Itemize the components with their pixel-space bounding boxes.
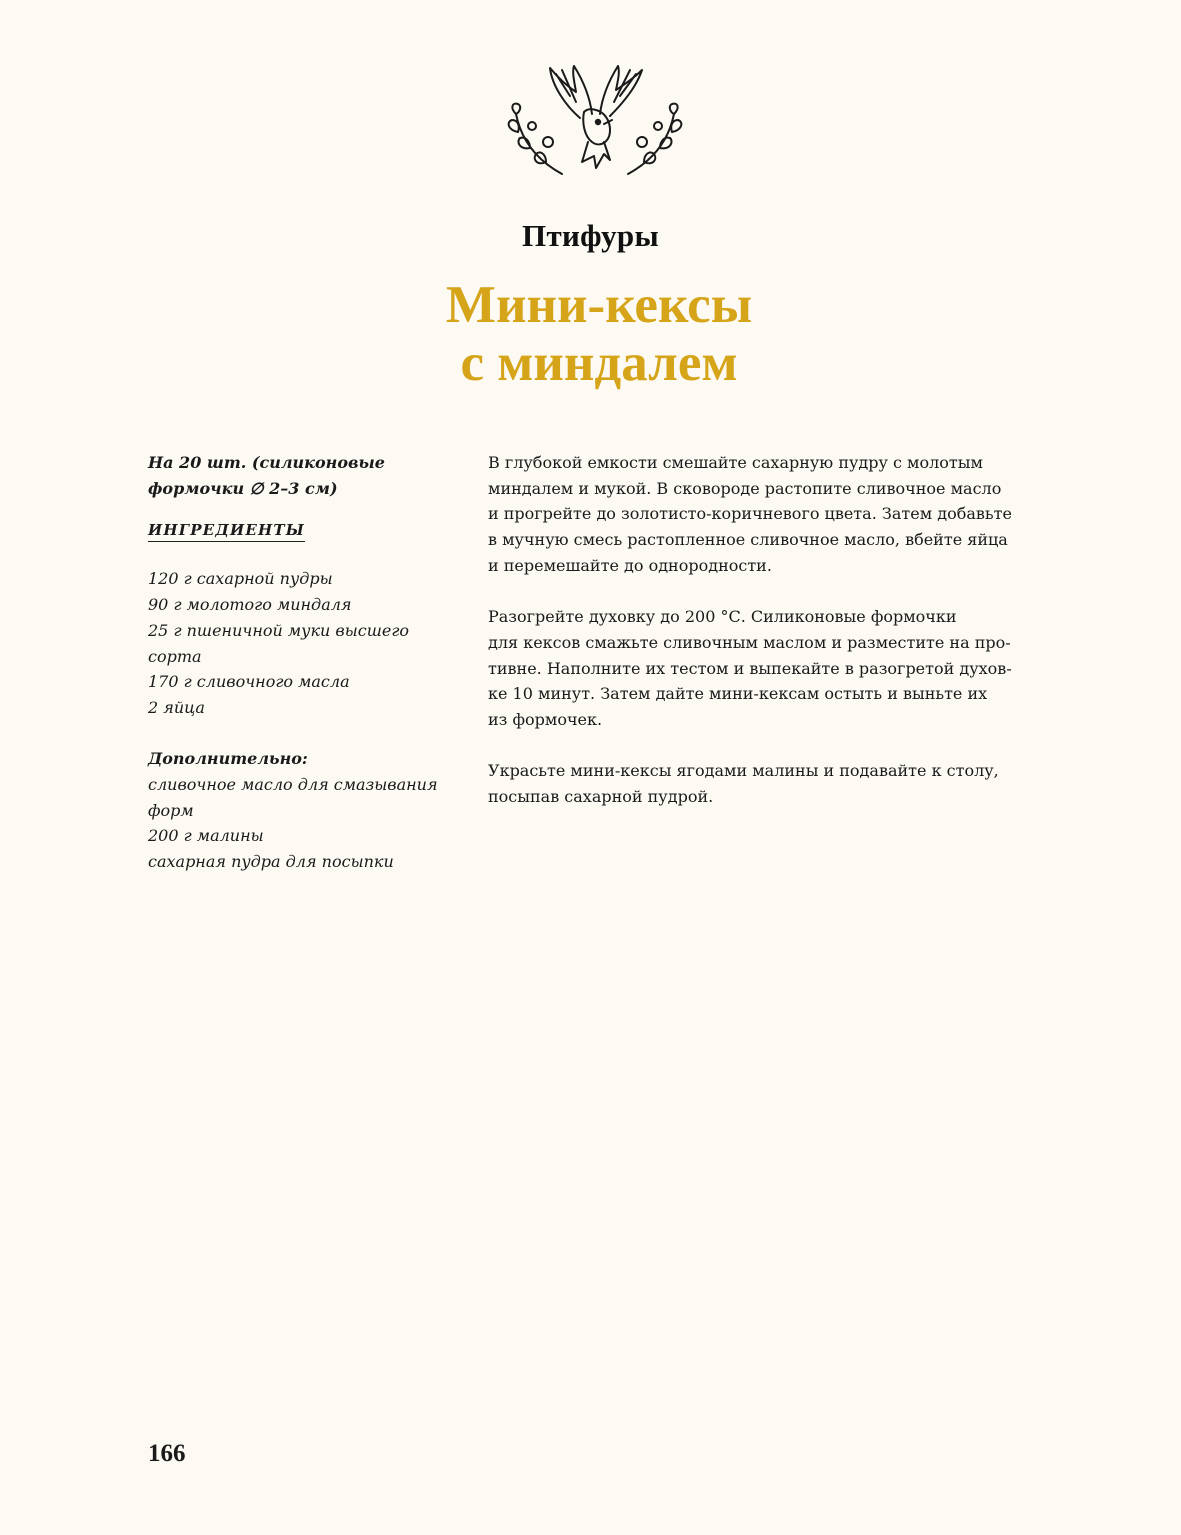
instruction-line: посыпав сахарной пудрой. <box>488 787 714 807</box>
extra-item: 200 г малины <box>148 826 264 846</box>
yield-info <box>148 450 448 501</box>
extra-item: сливочное масло для смазывания <box>148 775 438 795</box>
instruction-line: в мучную смесь растопленное сливочное масло, вбейте яйца <box>488 530 1008 550</box>
yield-line: На 20 шт. (силиконовые <box>148 453 385 472</box>
yield-line: формочки ∅ 2–3 см) <box>148 478 338 498</box>
instruction-paragraph <box>488 604 1058 733</box>
category-heading: Птифуры <box>522 218 659 253</box>
recipe-title <box>0 276 1181 392</box>
extra-list <box>148 772 448 875</box>
ingredient-item: 90 г молотого миндаля <box>148 595 352 615</box>
ingredient-item: 120 г сахарной пудры <box>148 569 333 589</box>
instruction-line: Украсьте мини-кексы ягодами малины и подавайте к столу, <box>488 761 999 781</box>
instructions <box>488 450 1058 836</box>
dove-laurel-emblem-icon <box>500 62 690 186</box>
instruction-line: ке 10 минут. Затем дайте мини-кексам остыть и выньте их <box>488 684 988 704</box>
extra-item: сахарная пудра для посыпки <box>148 852 394 872</box>
instruction-line: и перемешайте до однородности. <box>488 555 772 575</box>
ingredient-item: 170 г сливочного масла <box>148 672 350 692</box>
recipe-title-line: с миндалем <box>460 334 738 392</box>
instruction-line: Разогрейте духовку до 200 °С. Силиконовые формочки <box>488 607 957 627</box>
ingredients-list <box>148 566 448 720</box>
instruction-line: В глубокой емкости смешайте сахарную пудру с молотым <box>488 453 983 472</box>
ingredients-panel <box>148 450 448 875</box>
ingredient-item: 2 яйца <box>148 697 205 717</box>
ingredients-heading: ИНГРЕДИЕНТЫ <box>148 519 305 542</box>
instruction-line: и прогрейте до золотисто-коричневого цвета. Затем добавьте <box>488 504 1012 524</box>
instruction-paragraph <box>488 450 1058 579</box>
instruction-paragraph <box>488 758 1058 809</box>
instruction-line: из формочек. <box>488 710 603 730</box>
ingredient-item: 25 г пшеничной муки высшего <box>148 620 410 640</box>
instruction-line: миндалем и мукой. В сковороде растопите сливочное масло <box>488 478 1002 498</box>
instruction-line: тивне. Наполните их тестом и выпекайте в разогретой духов- <box>488 658 1012 678</box>
page-number: 166 <box>148 1440 186 1467</box>
ingredient-item: сорта <box>148 646 202 666</box>
extra-item: форм <box>148 800 194 820</box>
extra-heading: Дополнительно: <box>148 749 308 769</box>
recipe-title-line: Мини-кексы <box>445 276 753 334</box>
instruction-line: для кексов смажьте сливочным маслом и разместите на про- <box>488 632 1011 652</box>
